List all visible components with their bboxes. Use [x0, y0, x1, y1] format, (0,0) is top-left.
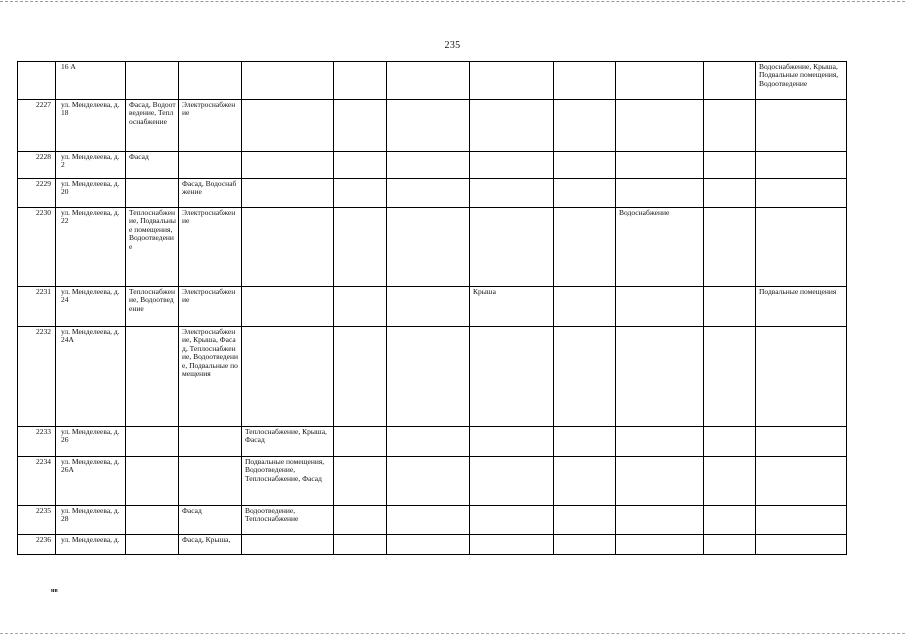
col-works-i-cell: [704, 208, 756, 287]
col-works-c-cell: [242, 100, 334, 152]
table-row: [18, 327, 847, 427]
col-works-f-cell: [470, 535, 554, 555]
col-works-a-cell: Теплоснабжение, Подвальные помещения, Водоотведение: [126, 208, 179, 287]
col-works-j-cell: [756, 152, 847, 179]
col-works-j-cell: [756, 327, 847, 427]
col-works-f-cell: [470, 100, 554, 152]
col-address-cell: ул. Менделеева, д. 26: [56, 427, 126, 457]
col-works-d-cell: [334, 327, 387, 427]
col-works-g-cell: [554, 535, 616, 555]
col-works-e-cell: [387, 62, 470, 100]
col-address-cell: 16 А: [56, 62, 126, 100]
col-works-b-cell: Фасад, Водоснабжение: [179, 179, 242, 208]
col-works-e-cell: [387, 100, 470, 152]
col-works-b-cell: [179, 152, 242, 179]
col-works-g-cell: [554, 427, 616, 457]
col-works-f-cell: [470, 327, 554, 427]
col-number-cell: 2236: [18, 535, 56, 555]
col-works-i-cell: [704, 287, 756, 327]
col-works-e-cell: [387, 427, 470, 457]
col-works-j-cell: [756, 100, 847, 152]
col-works-i-cell: [704, 100, 756, 152]
col-number-cell: 2227: [18, 100, 56, 152]
repair-registry-table: [17, 61, 847, 555]
col-works-c-cell: [242, 179, 334, 208]
scan-top-edge: [0, 1, 905, 3]
col-address-cell: ул. Менделеева, д. 28: [56, 506, 126, 535]
col-number-cell: 2233: [18, 427, 56, 457]
col-works-f-cell: [470, 208, 554, 287]
col-address-cell: ул. Менделеева, д. 18: [56, 100, 126, 152]
col-works-g-cell: [554, 506, 616, 535]
col-number-cell: 2232: [18, 327, 56, 427]
col-works-j-cell: [756, 427, 847, 457]
table-row: [18, 208, 847, 287]
col-works-b-cell: [179, 427, 242, 457]
col-number-cell: 2230: [18, 208, 56, 287]
col-works-j-cell: [756, 208, 847, 287]
col-address-cell: ул. Менделеева, д. 20: [56, 179, 126, 208]
table-row: [18, 427, 847, 457]
col-works-a-cell: [126, 506, 179, 535]
table-row: [18, 62, 847, 100]
col-works-d-cell: [334, 208, 387, 287]
scan-bottom-edge: [0, 633, 905, 635]
col-number-cell: 2229: [18, 179, 56, 208]
table-row: [18, 287, 847, 327]
col-works-e-cell: [387, 287, 470, 327]
col-works-i-cell: [704, 327, 756, 427]
col-works-h-cell: [616, 152, 704, 179]
col-number-cell: 2228: [18, 152, 56, 179]
col-works-b-cell: Электроснабжение, Крыша, Фасад, Теплоснабжение, Водоотведение, Подвальные помещения: [179, 327, 242, 427]
col-works-c-cell: [242, 535, 334, 555]
col-works-g-cell: [554, 327, 616, 427]
col-works-d-cell: [334, 535, 387, 555]
col-address-cell: ул. Менделеева, д. 24: [56, 287, 126, 327]
col-works-j-cell: Водоснабжение, Крыша, Подвальные помещения, Водоотведение: [756, 62, 847, 100]
table-row: [18, 100, 847, 152]
col-works-f-cell: [470, 427, 554, 457]
col-number-cell: 2235: [18, 506, 56, 535]
col-works-h-cell: [616, 506, 704, 535]
col-works-a-cell: [126, 457, 179, 506]
col-works-h-cell: Водоснабжение: [616, 208, 704, 287]
col-works-g-cell: [554, 62, 616, 100]
col-works-j-cell: [756, 506, 847, 535]
col-works-g-cell: [554, 208, 616, 287]
col-works-i-cell: [704, 62, 756, 100]
col-works-i-cell: [704, 427, 756, 457]
col-works-a-cell: [126, 179, 179, 208]
table-row: [18, 506, 847, 535]
col-address-cell: ул. Менделеева, д.: [56, 535, 126, 555]
col-works-j-cell: [756, 457, 847, 506]
table-row: [18, 535, 847, 555]
col-works-f-cell: Крыша: [470, 287, 554, 327]
col-works-c-cell: [242, 208, 334, 287]
col-works-j-cell: [756, 535, 847, 555]
col-works-c-cell: Теплоснабжение, Крыша, Фасад: [242, 427, 334, 457]
col-works-b-cell: Электроснабжение: [179, 287, 242, 327]
col-works-d-cell: [334, 506, 387, 535]
col-works-a-cell: [126, 327, 179, 427]
col-works-d-cell: [334, 152, 387, 179]
col-works-a-cell: [126, 427, 179, 457]
col-works-d-cell: [334, 457, 387, 506]
col-address-cell: ул. Менделеева, д. 2: [56, 152, 126, 179]
col-works-g-cell: [554, 287, 616, 327]
col-number-cell: 2231: [18, 287, 56, 327]
col-works-b-cell: Фасад: [179, 506, 242, 535]
col-works-e-cell: [387, 208, 470, 287]
col-works-b-cell: [179, 457, 242, 506]
col-works-i-cell: [704, 457, 756, 506]
table-cell-empty: [18, 62, 56, 100]
col-works-i-cell: [704, 179, 756, 208]
col-works-c-cell: [242, 152, 334, 179]
col-works-f-cell: [470, 179, 554, 208]
col-works-h-cell: [616, 427, 704, 457]
col-works-d-cell: [334, 100, 387, 152]
col-address-cell: ул. Менделеева, д. 24А: [56, 327, 126, 427]
col-works-a-cell: Фасад: [126, 152, 179, 179]
col-works-c-cell: [242, 327, 334, 427]
col-works-b-cell: Фасад, Крыша,: [179, 535, 242, 555]
col-works-e-cell: [387, 535, 470, 555]
col-address-cell: ул. Менделеева, д. 26А: [56, 457, 126, 506]
table-row: [18, 179, 847, 208]
col-works-c-cell: Подвальные помещения, Водоотведение, Теплоснабжение, Фасад: [242, 457, 334, 506]
col-works-a-cell: [126, 535, 179, 555]
col-works-a-cell: Теплоснабжение, Водоотведение: [126, 287, 179, 327]
col-works-e-cell: [387, 327, 470, 427]
col-works-a-cell: Фасад, Водоотведение, Теплоснабжение: [126, 100, 179, 152]
table-row: [18, 152, 847, 179]
col-works-g-cell: [554, 152, 616, 179]
col-works-g-cell: [554, 100, 616, 152]
col-works-d-cell: [334, 427, 387, 457]
col-works-c-cell: Водоотведение, Теплоснабжение: [242, 506, 334, 535]
col-number-cell: 2234: [18, 457, 56, 506]
col-works-c-cell: [242, 287, 334, 327]
col-address-cell: ул. Менделеева, д. 22: [56, 208, 126, 287]
table-row: [18, 457, 847, 506]
col-works-e-cell: [387, 457, 470, 506]
col-works-h-cell: [616, 100, 704, 152]
col-works-h-cell: [616, 327, 704, 427]
col-works-d-cell: [334, 287, 387, 327]
col-works-i-cell: [704, 152, 756, 179]
col-works-a-cell: [126, 62, 179, 100]
col-works-h-cell: [616, 287, 704, 327]
col-works-i-cell: [704, 535, 756, 555]
col-works-h-cell: [616, 179, 704, 208]
col-works-h-cell: [616, 535, 704, 555]
col-works-j-cell: Подвальные помещения: [756, 287, 847, 327]
col-works-f-cell: [470, 457, 554, 506]
col-works-d-cell: [334, 179, 387, 208]
col-works-f-cell: [470, 152, 554, 179]
col-works-f-cell: [470, 62, 554, 100]
col-works-e-cell: [387, 179, 470, 208]
col-works-h-cell: [616, 62, 704, 100]
footer-mark: нв: [51, 588, 58, 594]
col-works-c-cell: [242, 62, 334, 100]
col-works-j-cell: [756, 179, 847, 208]
page-number: 235: [444, 40, 461, 51]
col-works-b-cell: [179, 62, 242, 100]
col-works-e-cell: [387, 152, 470, 179]
col-works-d-cell: [334, 62, 387, 100]
col-works-i-cell: [704, 506, 756, 535]
col-works-g-cell: [554, 457, 616, 506]
col-works-f-cell: [470, 506, 554, 535]
col-works-b-cell: Электроснабжение: [179, 100, 242, 152]
col-works-g-cell: [554, 179, 616, 208]
col-works-h-cell: [616, 457, 704, 506]
col-works-b-cell: Электроснабжение: [179, 208, 242, 287]
col-works-e-cell: [387, 506, 470, 535]
